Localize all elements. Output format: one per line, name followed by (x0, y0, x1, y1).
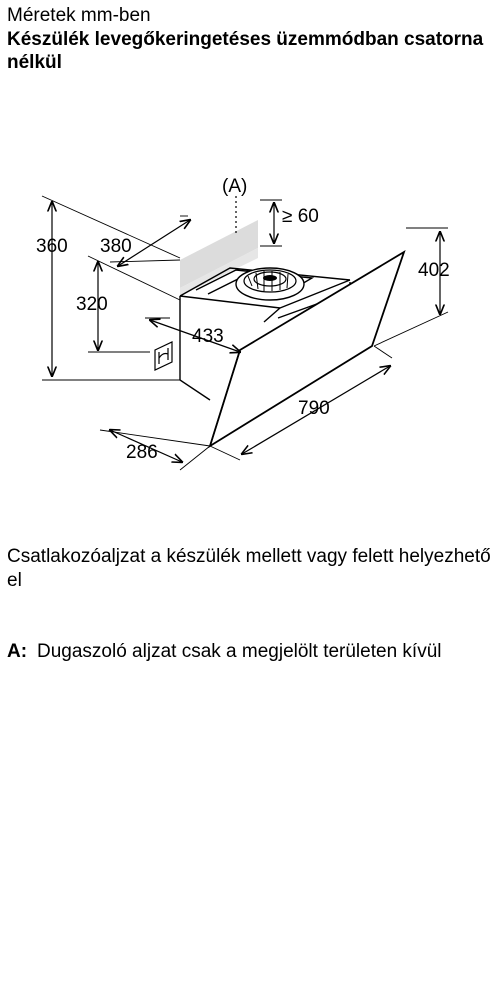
label-360: 360 (36, 236, 68, 257)
label-402: 402 (418, 260, 450, 281)
label-380: 380 (100, 236, 132, 257)
power-socket-icon (155, 342, 172, 370)
hood-dimension-drawing (0, 160, 500, 480)
label-zone-a: (A) (222, 176, 248, 197)
label-790: 790 (298, 398, 330, 419)
legend-text: Dugaszoló aljzat csak a megjelölt területen kívül (37, 641, 442, 662)
legend-a (7, 640, 495, 664)
legend-key: A: (7, 641, 28, 662)
label-320: 320 (76, 294, 108, 315)
label-clearance: ≥ 60 (282, 206, 319, 227)
page-title: Készülék levegőkeringetéses üzemmódban csatorna nélkül (7, 29, 484, 73)
label-433: 433 (192, 326, 224, 347)
dim-clearance (260, 200, 282, 246)
label-286: 286 (126, 442, 158, 463)
units-caption: Méretek mm-ben (7, 5, 151, 26)
installation-note: Csatlakozóaljzat a készülék mellett vagy felett helyezhető el (7, 546, 491, 591)
fan-icon (236, 268, 304, 300)
